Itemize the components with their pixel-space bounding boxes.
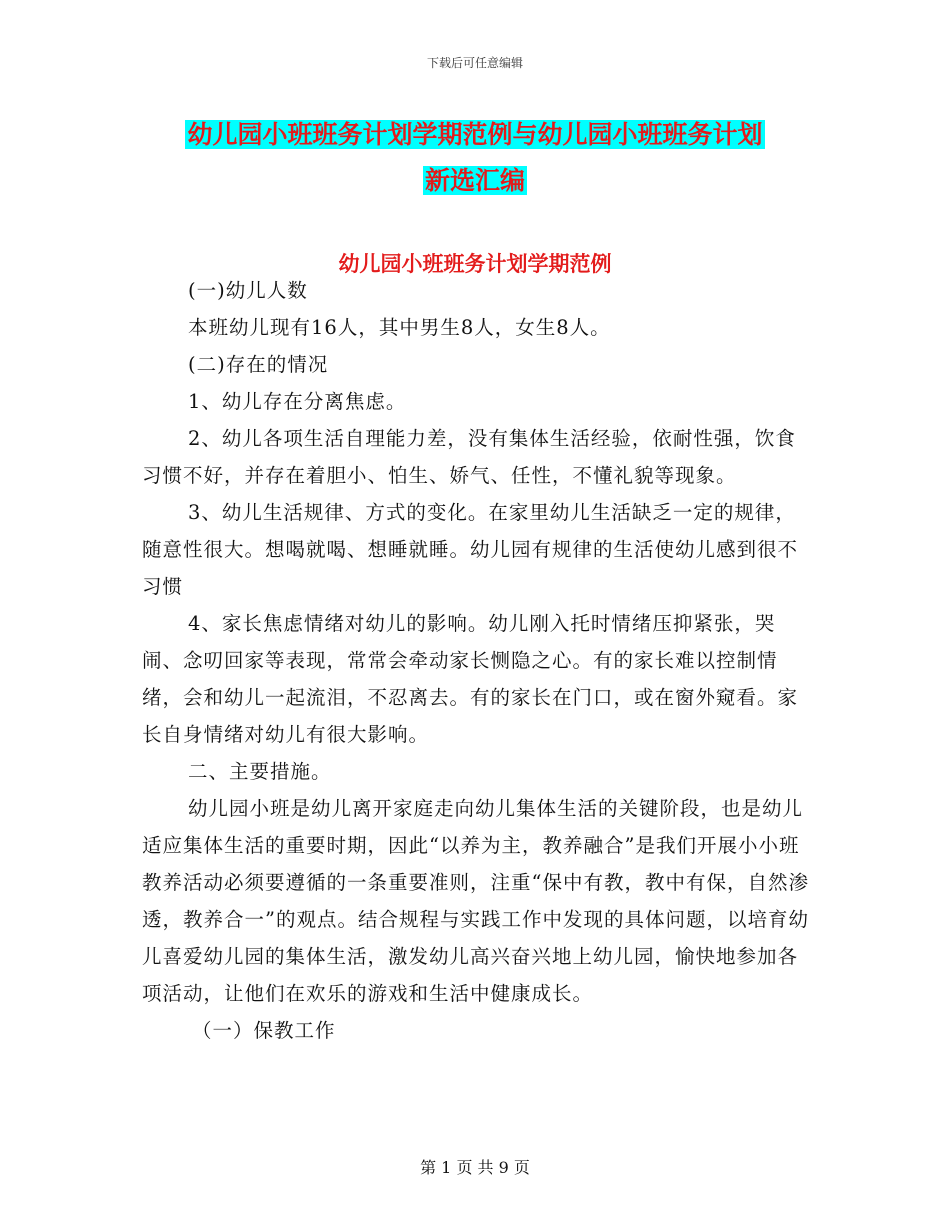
paragraph-item-1: 1、幼儿存在分离焦虑。 bbox=[188, 390, 407, 413]
document-title-line-2: 新选汇编 bbox=[424, 166, 525, 195]
subheading-measures: 二、主要措施。 bbox=[188, 760, 332, 783]
document-title bbox=[0, 112, 950, 204]
paragraph-measures: 幼儿园小班是幼儿离开家庭走向幼儿集体生活的关键阶段，也是幼儿适应集体生活的重要时期，因此“以养为主，教养融合”是我们开展小小班教养活动必须要遵循的一条重要准则，注重“保中有教，教中有保，自然渗透，教养合一”的观点。结合规程与实践工作中发现的具体问题，以培育幼儿喜爱幼儿园的集体生活，激发幼儿高兴奋兴地上幼儿园，愉快地参加各项活动，让他们在欢乐的游戏和生活中健康成长。 bbox=[142, 797, 809, 1005]
document-title-line-1: 幼儿园小班班务计划学期范例与幼儿园小班班务计划 bbox=[187, 120, 763, 149]
subheading-child-count: (一)幼儿人数 bbox=[188, 279, 308, 302]
subheading-care-education: （一）保教工作 bbox=[192, 1019, 336, 1042]
section-title: 幼儿园小班班务计划学期范例 bbox=[338, 252, 612, 276]
page-footer: 第 1 页 共 9 页 bbox=[420, 1158, 530, 1177]
header-note: 下载后可任意编辑 bbox=[426, 56, 523, 70]
paragraph-child-count: 本班幼儿现有16人，其中男生8人，女生8人。 bbox=[188, 316, 611, 339]
document-body bbox=[142, 272, 810, 1049]
paragraph-item-3: 3、幼儿生活规律、方式的变化。在家里幼儿生活缺乏一定的规律，随意性很大。想喝就喝、想睡就睡。幼儿园有规律的生活使幼儿感到很不习惯 bbox=[142, 501, 799, 598]
paragraph-item-2: 2、幼儿各项生活自理能力差，没有集体生活经验，依耐性强，饮食习惯不好，并存在着胆小、怕生、娇气、任性，不懂礼貌等现象。 bbox=[142, 427, 796, 487]
subheading-situation: (二)存在的情况 bbox=[188, 353, 329, 376]
paragraph-item-4: 4、家长焦虑情绪对幼儿的影响。幼儿刚入托时情绪压抑紧张，哭闹、念叨回家等表现，常常会牵动家长恻隐之心。有的家长难以控制情绪，会和幼儿一起流泪，不忍离去。有的家长在门口，或在窗外窥看。家长自身情绪对幼儿有很大影响。 bbox=[142, 612, 799, 746]
